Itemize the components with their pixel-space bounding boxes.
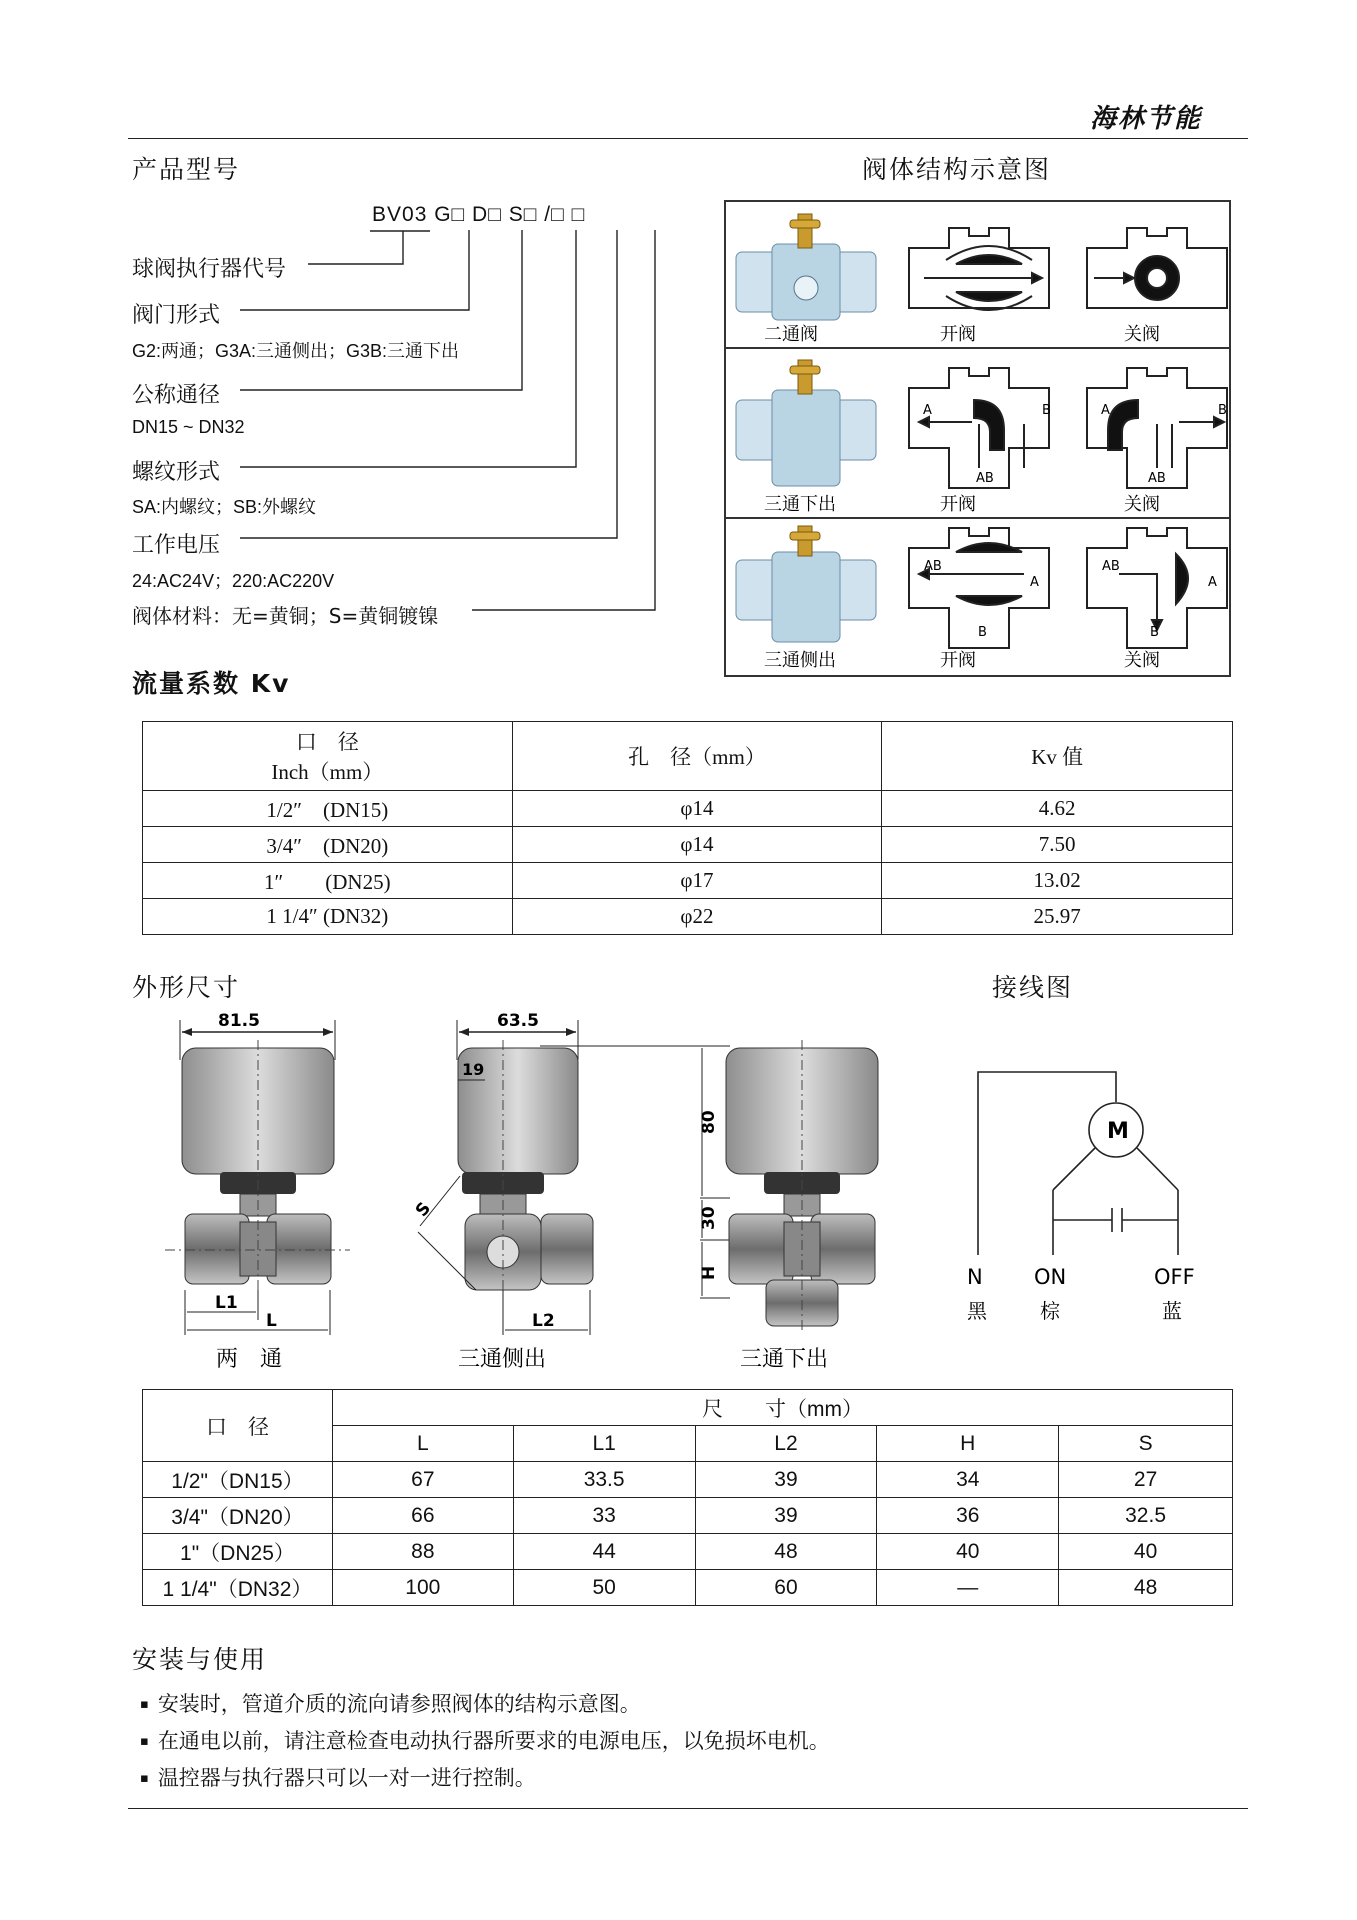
row3-close-port-a: A xyxy=(1208,575,1217,590)
row2-open-port-ab: AB xyxy=(976,471,994,486)
row2-close-port-ab: AB xyxy=(1148,471,1166,486)
dim-cell: 36 xyxy=(877,1498,1059,1534)
dim-cell: 67 xyxy=(332,1462,513,1498)
kv-table xyxy=(142,721,1233,935)
kv-row xyxy=(143,791,1233,827)
model-item-valve-form-detail: G2:两通；G3A:三通侧出；G3B:三通下出 xyxy=(132,341,460,361)
kv-cell-bore: φ14 xyxy=(512,827,882,863)
model-item-actuator-code: 球阀执行器代号 xyxy=(132,257,287,282)
d3-height-a-label: 80 xyxy=(699,1110,719,1134)
d3-caption: 三通下出 xyxy=(740,1347,829,1372)
row2-open-label: 开阀 xyxy=(940,494,976,515)
dim-cell: 40 xyxy=(1059,1534,1233,1570)
terminal-n-color: 黑 xyxy=(967,1299,987,1323)
wiring-diagram xyxy=(978,1072,1178,1255)
model-item-voltage-detail: 24:AC24V；220:AC220V xyxy=(132,571,335,591)
row1-type-label: 二通阀 xyxy=(764,324,818,345)
dim-cell: 48 xyxy=(695,1534,877,1570)
d2-caption: 三通侧出 xyxy=(458,1347,547,1372)
row3-close-port-ab: AB xyxy=(1102,559,1120,574)
row3-close-label: 关阀 xyxy=(1124,650,1160,671)
footer-rule xyxy=(128,1808,1248,1809)
brand-logo-text: 海林节能 xyxy=(1090,104,1203,134)
dim-cell-size: 3/4"（DN20） xyxy=(143,1498,333,1534)
row3-open-port-ab: AB xyxy=(924,559,942,574)
kv-cell-bore: φ22 xyxy=(512,899,882,935)
kv-cell-kv: 7.50 xyxy=(882,827,1233,863)
valve-structure-title: 阀体结构示意图 xyxy=(862,155,1052,184)
dim-header-size: 口 径 xyxy=(143,1390,333,1462)
row3-close-port-b: B xyxy=(1150,625,1159,640)
kv-header-size-bottom: Inch（mm） xyxy=(271,760,384,784)
installation-bullet: ▪ 温控器与执行器只可以一对一进行控制。 xyxy=(140,1762,536,1792)
d1-l-label: L xyxy=(266,1311,277,1331)
d2-offset-label: 19 xyxy=(462,1060,485,1079)
d3-h-label: H xyxy=(699,1265,719,1280)
model-item-body-material: 阀体材料：无=黄铜；S=黄铜镀镍 xyxy=(132,604,439,628)
dim-cell: 50 xyxy=(513,1570,695,1606)
kv-row xyxy=(143,863,1233,899)
dim-cell: 27 xyxy=(1059,1462,1233,1498)
model-item-nominal-diameter-detail: DN15 ~ DN32 xyxy=(132,417,245,437)
terminal-on-color: 棕 xyxy=(1040,1299,1060,1323)
valve-structure-diagram xyxy=(724,200,1232,678)
row2-close-label: 关阀 xyxy=(1124,494,1160,515)
row2-type-label: 三通下出 xyxy=(764,494,836,515)
kv-row xyxy=(143,899,1233,935)
model-code-leader-lines xyxy=(0,0,700,640)
dim-col-l1: L1 xyxy=(513,1426,695,1462)
dim-cell: 32.5 xyxy=(1059,1498,1233,1534)
dim-cell-size: 1 1/4"（DN32） xyxy=(143,1570,333,1606)
row2-close-port-a: A xyxy=(1101,403,1110,418)
kv-cell-bore: φ14 xyxy=(512,791,882,827)
model-item-nominal-diameter: 公称通径 xyxy=(132,383,221,408)
row1-close-label: 关阀 xyxy=(1124,324,1160,345)
installation-bullet: ▪ 安装时，管道介质的流向请参照阀体的结构示意图。 xyxy=(140,1688,641,1718)
d1-caption: 两 通 xyxy=(216,1347,283,1372)
row3-open-port-a: A xyxy=(1030,575,1039,590)
kv-cell-size: 1/2″ (DN15) xyxy=(143,791,513,827)
row2-open-port-a: A xyxy=(923,403,932,418)
model-item-thread-form: 螺纹形式 xyxy=(132,460,221,485)
d2-l2-label: L2 xyxy=(532,1311,555,1331)
d2-width-label: 63.5 xyxy=(497,1011,539,1031)
dim-header-group: 尺 寸（mm） xyxy=(332,1390,1232,1426)
kv-header-size xyxy=(143,722,513,791)
d1-l1-label: L1 xyxy=(215,1293,238,1313)
wiring-title: 接线图 xyxy=(992,973,1074,1002)
dim-cell: 34 xyxy=(877,1462,1059,1498)
kv-cell-size: 1″ (DN25) xyxy=(143,863,513,899)
dim-cell: 88 xyxy=(332,1534,513,1570)
three-way-side-drawing xyxy=(412,1011,593,1372)
model-item-voltage: 工作电压 xyxy=(132,533,221,558)
dim-cell: 48 xyxy=(1059,1570,1233,1606)
two-way-drawing xyxy=(165,1011,350,1372)
dim-cell-size: 1/2"（DN15） xyxy=(143,1462,333,1498)
d3-height-b-label: 30 xyxy=(699,1206,719,1230)
row1-open-label: 开阀 xyxy=(940,324,976,345)
dim-cell: 33.5 xyxy=(513,1462,695,1498)
dim-row xyxy=(143,1570,1233,1606)
dim-row xyxy=(143,1534,1233,1570)
model-code: BV03 G□ D□ S□ /□ □ xyxy=(372,203,586,226)
dim-cell: 33 xyxy=(513,1498,695,1534)
dim-cell: 39 xyxy=(695,1462,877,1498)
kv-cell-kv: 25.97 xyxy=(882,899,1233,935)
dim-row xyxy=(143,1498,1233,1534)
terminal-on: ON xyxy=(1034,1265,1067,1289)
kv-header-kv: Kv 值 xyxy=(882,722,1233,791)
kv-cell-size: 3/4″ (DN20) xyxy=(143,827,513,863)
motor-label: M xyxy=(1107,1119,1129,1144)
d2-s-label: S xyxy=(411,1198,436,1221)
kv-cell-kv: 13.02 xyxy=(882,863,1233,899)
dimension-table xyxy=(142,1389,1233,1606)
dim-col-l: L xyxy=(332,1426,513,1462)
dim-cell-size: 1"（DN25） xyxy=(143,1534,333,1570)
dim-cell: 60 xyxy=(695,1570,877,1606)
terminal-off-color: 蓝 xyxy=(1162,1299,1182,1323)
row2-close-port-b: B xyxy=(1218,403,1227,418)
dim-col-l2: L2 xyxy=(695,1426,877,1462)
dim-row xyxy=(143,1462,1233,1498)
row3-type-label: 三通侧出 xyxy=(764,650,836,671)
d1-width-label: 81.5 xyxy=(218,1011,260,1031)
row3-open-port-b: B xyxy=(978,625,987,640)
kv-section-title: 流量系数 Kv xyxy=(132,669,291,698)
kv-cell-bore: φ17 xyxy=(512,863,882,899)
dimensions-title: 外形尺寸 xyxy=(132,973,241,1002)
model-item-valve-form: 阀门形式 xyxy=(132,303,221,328)
model-item-thread-form-detail: SA:内螺纹；SB:外螺纹 xyxy=(132,497,317,517)
dim-cell: 44 xyxy=(513,1534,695,1570)
kv-header-size-top: 口 径 xyxy=(295,730,359,754)
row3-open-label: 开阀 xyxy=(940,650,976,671)
dim-col-h: H xyxy=(877,1426,1059,1462)
dim-cell: 100 xyxy=(332,1570,513,1606)
three-way-bottom-drawing xyxy=(540,1040,878,1372)
dim-cell: 39 xyxy=(695,1498,877,1534)
installation-title: 安装与使用 xyxy=(132,1645,268,1674)
dim-cell: 40 xyxy=(877,1534,1059,1570)
dim-cell: 66 xyxy=(332,1498,513,1534)
kv-cell-size: 1 1/4″ (DN32) xyxy=(143,899,513,935)
dim-cell: — xyxy=(877,1570,1059,1606)
installation-bullet: ▪ 在通电以前，请注意检查电动执行器所要求的电源电压，以免损坏电机。 xyxy=(140,1725,830,1755)
kv-header-bore: 孔 径（mm） xyxy=(512,722,882,791)
dimension-drawings xyxy=(160,1000,1260,1380)
terminal-n: N xyxy=(967,1265,983,1289)
product-model-title: 产品型号 xyxy=(132,155,241,184)
kv-row xyxy=(143,827,1233,863)
kv-cell-kv: 4.62 xyxy=(882,791,1233,827)
row2-open-port-b: B xyxy=(1042,403,1051,418)
terminal-off: OFF xyxy=(1154,1265,1195,1289)
dim-col-s: S xyxy=(1059,1426,1233,1462)
